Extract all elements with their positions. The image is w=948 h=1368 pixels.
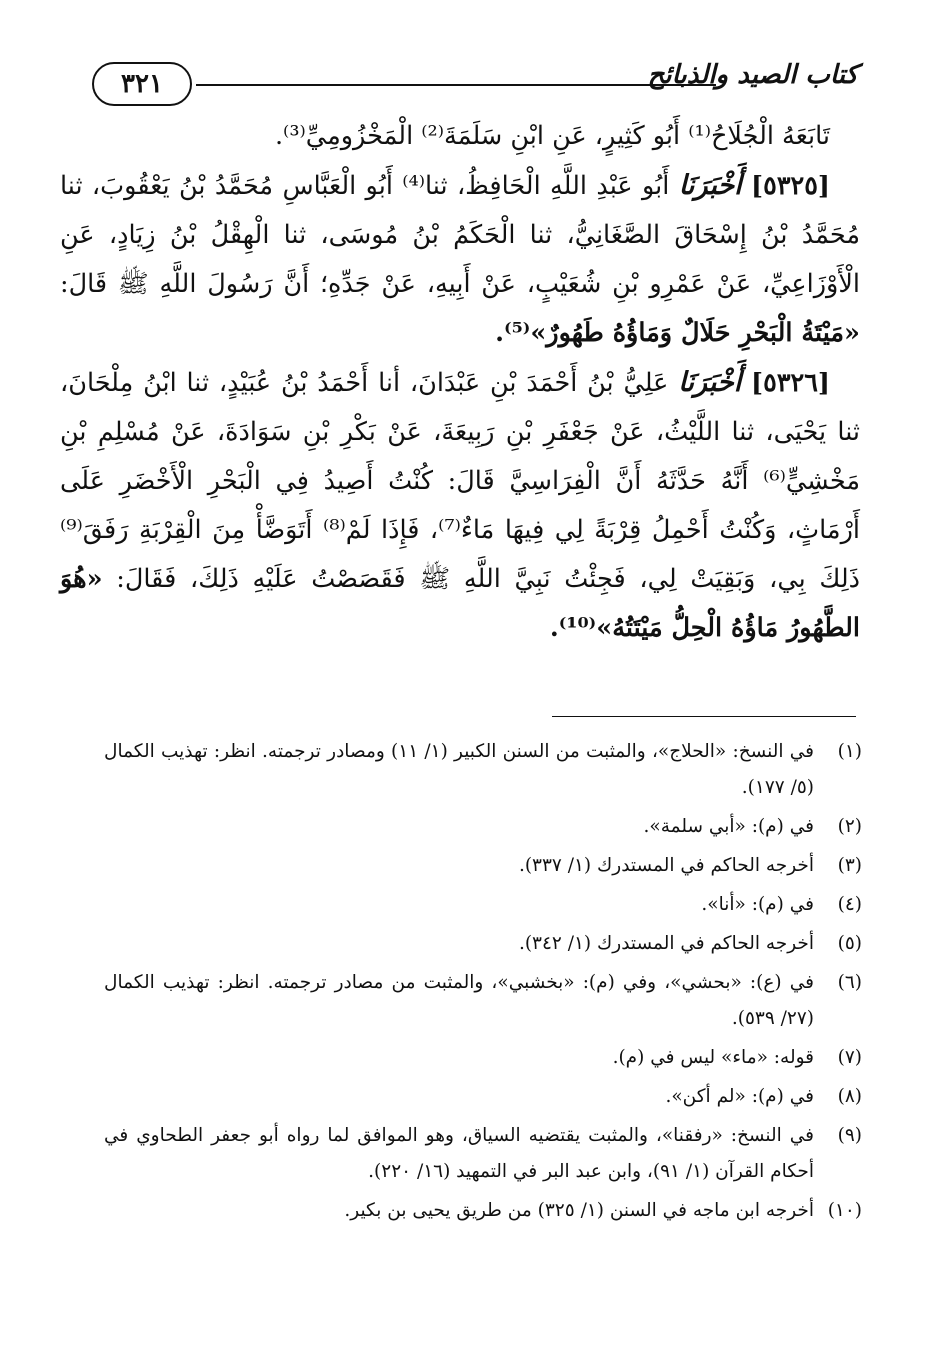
footnote-number: (٦) bbox=[837, 972, 862, 993]
main-text bbox=[60, 112, 860, 653]
footnote-item bbox=[104, 926, 862, 962]
hadith-matn: «مَيْتَةُ الْبَحْرِ حَلَالٌ وَمَاؤُهُ طَهُورٌ»⁽⁵⁾. bbox=[495, 318, 860, 348]
footnote-text: في (م): «أبي سلمة». bbox=[643, 816, 814, 837]
paragraph-1-text: تَابَعَهُ الْجُلَاحُ⁽¹⁾ أَبُو كَثِيرٍ، عَنِ ابْنِ سَلَمَةَ⁽²⁾ الْمَخْزُومِيِّ⁽³⁾. bbox=[274, 121, 830, 151]
footnote-text: أخرجه ابن ماجه في السنن (١/ ٣٢٥) من طريق يحيى بن بكير. bbox=[344, 1200, 814, 1221]
footnote-text: أخرجه الحاكم في المستدرك (١/ ٣٣٧). bbox=[518, 855, 814, 876]
isnad-text: عَلِيُّ بْنُ أَحْمَدَ بْنِ عَبْدَانَ، أنا أَحْمَدُ بْنُ عُبَيْدٍ، ثنا ابْنُ مِلْحَانَ، ثنا يَحْيَى، ثنا اللَّيْثُ، عَنْ جَعْفَرِ بْنِ رَبِيعَةَ، عَنْ بَكْرِ بْنِ سَوَادَةَ، عَنْ مُسْلِمِ بْنِ مَخْشِيٍّ⁽⁶⁾ أَنَّهُ حَدَّثَهُ أَنَّ الْفِرَاسِيَّ قَالَ: كُنْتُ أَصِيدُ فِي الْبَحْرِ الْأَخْضَرِ عَلَى أَرْمَاثٍ، وَكُنْتُ أَحْمِلُ قِرْبَةً لِي فِيهَا مَاءٌ⁽⁷⁾، فَإِذَا لَمْ⁽⁸⁾ أَتَوَضَّأْ مِنَ الْقِرْبَةِ رَفَقَ⁽⁹⁾ ذَلِكَ بِي، وَبَقِيَتْ لِي، فَجِئْتُ نَبِيَّ اللَّهِ ﷺ فَقَصَصْتُ عَلَيْهِ ذَلِكَ، فَقَالَ: bbox=[60, 368, 860, 594]
header-rule bbox=[196, 84, 716, 86]
footnote-item bbox=[104, 809, 862, 845]
hadith-number-5326: [٥٣٢٦] bbox=[751, 368, 830, 398]
footnote-number: (٤) bbox=[837, 894, 862, 915]
footnote-item bbox=[104, 965, 862, 1037]
footnote-item bbox=[104, 1079, 862, 1115]
footnote-text: في النسخ: «رفقنا»، والمثبت يقتضيه السياق، وهو الموافق لما رواه أبو جعفر الطحاوي في أحكام القرآن (١/ ٩١)، وابن عبد البر في التمهيد (١٦/ ٢٢٠). bbox=[104, 1125, 814, 1182]
paragraph-3 bbox=[60, 358, 860, 653]
footnote-text: في (ع): «بحشي»، وفي (م): «بخشبي»، والمثبت من مصادر ترجمته. انظر: تهذيب الكمال (٢٧/ ٥٣٩). bbox=[104, 972, 814, 1029]
isnad-text: أَبُو عَبْدِ اللَّهِ الْحَافِظُ، ثنا⁽⁴⁾ أَبُو الْعَبَّاسِ مُحَمَّدُ بْنُ يَعْقُوبَ، ثنا مُحَمَّدُ بْنُ إِسْحَاقَ الصَّغَانِيُّ، ثنا الْحَكَمُ بْنُ مُوسَى، ثنا الْهِقْلُ بْنُ زِيَادٍ، عَنِ الْأَوْزَاعِيِّ، عَنْ عَمْرِو بْنِ شُعَيْبٍ، عَنْ أَبِيهِ، عَنْ جَدِّهِ؛ أَنَّ رَسُولَ اللَّهِ ﷺ قَالَ: bbox=[60, 171, 860, 299]
footnote-item bbox=[104, 848, 862, 884]
akhbarana-label: أَخْبَرَنَا bbox=[678, 170, 742, 201]
footnote-text: في (م): «لم أكن». bbox=[665, 1086, 814, 1107]
footnote-item bbox=[104, 1118, 862, 1190]
footnote-number: (٧) bbox=[837, 1047, 862, 1068]
hadith-matn: «هُوَ الطَّهُورُ مَاؤُهُ الْحِلُّ مَيْتَتُهُ»⁽¹⁰⁾. bbox=[60, 564, 860, 643]
footnote-item bbox=[104, 734, 862, 806]
footnote-number: (٢) bbox=[837, 816, 862, 837]
footnote-item bbox=[104, 887, 862, 923]
footnote-text: قوله: «ماء» ليس في (م). bbox=[612, 1047, 814, 1068]
page-number: ٣٢١ bbox=[92, 62, 192, 106]
book-title: كتاب الصيد والذبائح bbox=[647, 60, 858, 90]
footnote-item bbox=[104, 1193, 862, 1229]
footnote-number: (١) bbox=[837, 741, 862, 762]
footnote-text: في النسخ: «الحلاج»، والمثبت من السنن الكبير (١/ ١١) ومصادر ترجمته. انظر: تهذيب الكمال (٥/ ١٧٧). bbox=[104, 741, 814, 798]
footnote-text: في (م): «أنا». bbox=[701, 894, 814, 915]
footnote-number: (٥) bbox=[837, 933, 862, 954]
footnote-item bbox=[104, 1040, 862, 1076]
akhbarana-label: أَخْبَرَنَا bbox=[678, 367, 742, 398]
paragraph-1 bbox=[60, 112, 860, 161]
footnote-number: (٨) bbox=[837, 1086, 862, 1107]
footnote-number: (٣) bbox=[837, 855, 862, 876]
footnotes bbox=[104, 734, 862, 1232]
footnote-text: أخرجه الحاكم في المستدرك (١/ ٣٤٢). bbox=[518, 933, 814, 954]
paragraph-2 bbox=[60, 161, 860, 358]
hadith-number-5325: [٥٣٢٥] bbox=[751, 171, 830, 201]
footnote-number: (٩) bbox=[837, 1125, 862, 1146]
footnote-number: (١٠) bbox=[827, 1200, 862, 1221]
footnote-separator bbox=[552, 716, 856, 717]
